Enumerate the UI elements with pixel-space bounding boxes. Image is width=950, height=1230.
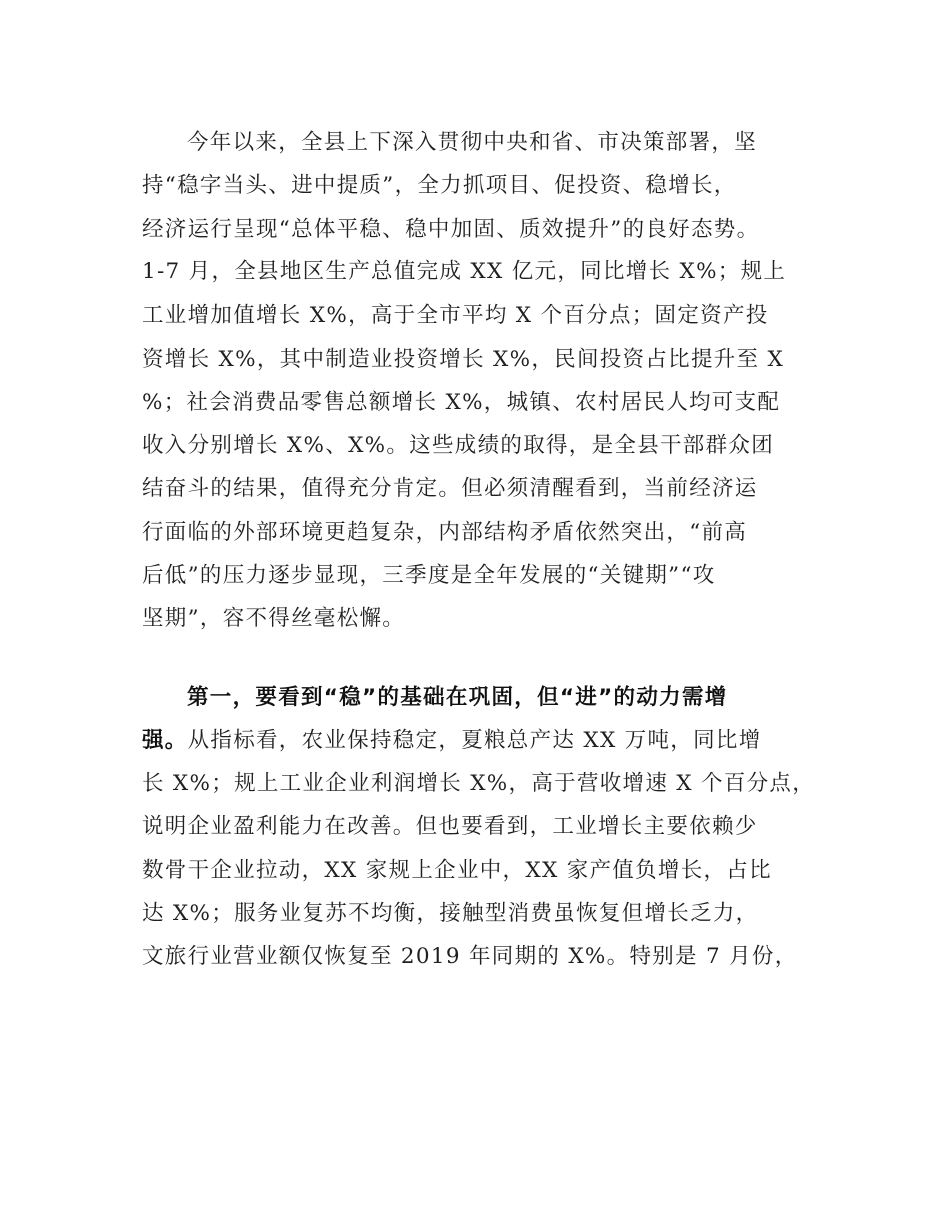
paragraph-1-line-11: 后低”的压力逐步显现，三季度是全年发展的“关键期”“攻: [142, 563, 716, 588]
paragraph-1-line-10: 行面临的外部环境更趋复杂，内部结构矛盾依然突出，“前高: [142, 520, 748, 545]
paragraph-2-line-7: 文旅行业营业额仅恢复至 2019 年同期的 X%。特别是 7 月份，: [142, 944, 798, 969]
paragraph-1-line-5: 工业增加值增长 X%，高于全市平均 X 个百分点；固定资产投: [142, 303, 769, 328]
paragraph-2-line-4: 说明企业盈利能力在改善。但也要看到，工业增长主要依赖少: [142, 814, 758, 839]
paragraph-1-line-6: 资增长 X%，其中制造业投资增长 X%，民间投资占比提升至 X: [142, 347, 785, 372]
paragraph-1-line-7: %；社会消费品零售总额增长 X%，城镇、农村居民人均可支配: [142, 390, 781, 415]
paragraph-1-line-8: 收入分别增长 X%、X%。这些成绩的取得，是全县干部群众团: [142, 433, 775, 458]
paragraph-2-line-2-text: 从指标看，农业保持稳定，夏粮总产达 XX 万吨，同比增: [187, 728, 762, 753]
paragraph-1-line-4: 1-7 月，全县地区生产总值完成 XX 亿元，同比增长 X%；规上: [142, 259, 787, 284]
paragraph-1-line-12: 坚期”，容不得丝毫松懈。: [142, 606, 406, 631]
paragraph-1-line-1: 今年以来，全县上下深入贯彻中央和省、市决策部署，坚: [187, 130, 758, 155]
paragraph-2-heading-line-1: 第一，要看到“稳”的基础在巩固，但“进”的动力需增: [187, 685, 728, 710]
paragraph-2-heading-line-2: 强。: [142, 728, 188, 753]
paragraph-1-line-9: 结奋斗的结果，值得充分肯定。但必须清醒看到，当前经济运: [142, 476, 758, 501]
paragraph-2-line-2: [142, 726, 762, 756]
paragraph-2-line-3: 长 X%；规上工业企业利润增长 X%，高于营收增速 X 个百分点，: [142, 771, 816, 796]
paragraph-1-line-3: 经济运行呈现“总体平稳、稳中加固、质效提升”的良好态势。: [142, 217, 760, 242]
paragraph-1-line-2: 持“稳字当头、进中提质”，全力抓项目、促投资、稳增长，: [142, 173, 737, 198]
paragraph-2-line-6: 达 X%；服务业复苏不均衡，接触型消费虽恢复但增长乏力，: [142, 901, 759, 926]
paragraph-2-line-5: 数骨干企业拉动，XX 家规上企业中，XX 家产值负增长，占比: [142, 858, 772, 883]
